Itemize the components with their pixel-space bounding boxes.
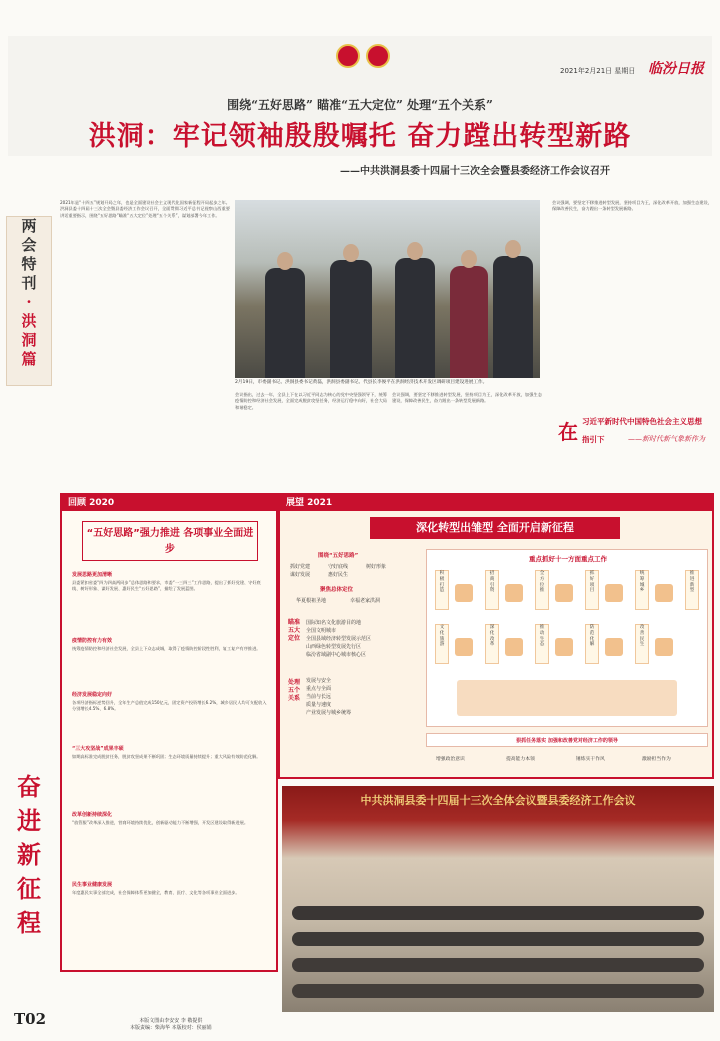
paper-title: 临汾日报 xyxy=(648,61,704,77)
wuhao-item: 抓好党建 xyxy=(290,564,311,570)
slogan-line2: 指引下 xyxy=(582,435,605,444)
headline: 洪洞：牢记领袖殷殷嘱托 奋力蹚出转型新路 xyxy=(88,121,632,152)
bullet-item: 增强政治意识 xyxy=(436,757,465,762)
motto-char: 征 xyxy=(17,874,41,903)
article-column-3: 会议强调，要坚定不移推进转型发展，坚持项目为王，深化改革开放，加强生态建设，保障改善民生，奋力蹚出一条转型发展新路。 xyxy=(392,392,542,404)
review-section: 经济发展稳定向好 各项经济指标逆势回升，全年生产总值完成150亿元，固定资产投资增长6.2%，城乡居民人均可支配收入分别增长4.5%、6.8%。 xyxy=(72,692,267,712)
bullet-item: 锤炼实干作风 xyxy=(576,757,605,762)
motto-char: 程 xyxy=(17,908,41,937)
task-bullets xyxy=(426,751,708,769)
chuli-item: 发展与安全 xyxy=(306,678,332,684)
task-icon xyxy=(455,638,473,656)
wuhao-item: 树好形象 xyxy=(366,564,387,570)
review-section: 改革创新持续深化 “放管服”改革深入推进，营商环境持续优化，创新驱动能力不断增强，开发区建设取得新进展。 xyxy=(72,812,249,825)
bullet-item: 提高能力本领 xyxy=(506,757,535,762)
wuhao-item: 谋好发展 xyxy=(290,572,311,578)
jujiao-item: 华夏根祖圣地 xyxy=(296,598,327,604)
subhead: ——中共洪洞县委十四届十三次全会暨县委经济工作会议召开 xyxy=(340,166,610,177)
review-section: 民生事业健康发展 年度惠民实事全部完成，社会保障体系更加健全，教育、医疗、文化等各项事业全面进步。 xyxy=(72,882,240,895)
outlook-box xyxy=(278,509,714,779)
task-tile: 改 善 民 生 xyxy=(635,624,649,664)
article-column-4: 会议强调，要坚定不移推进转型发展，坚持项目为王，深化改革开放，加强生态建设，保障改善民生，奋力蹚出一条转型发展新路。 xyxy=(552,200,712,212)
task-icon xyxy=(605,584,623,602)
review-section: 发展思路更加清晰 县委紧扣省委“四为四高两同步”总体思路和要求，市委“一三四三”工作思路，提出了抓好党建、守好底线、树好形象、谋好发展、惠好民生“五好思路”，描绘了发展蓝图。 xyxy=(72,572,261,592)
wuhao-item: 守好底线 xyxy=(328,564,349,570)
task-icon xyxy=(605,638,623,656)
task-tile: 积 极 打 造 xyxy=(435,570,449,610)
article-column-2: 会议指出，过去一年，全县上下在以习近平同志为核心的党中央坚强领导下，统筹疫情防控和经济社会发展，全面完成脱贫攻坚任务，经济运行稳中向好，社会大局和谐稳定。 xyxy=(235,392,387,410)
series-char: 刊 xyxy=(21,274,37,292)
jujiao-label: 聚焦总体定位 xyxy=(320,587,354,593)
chuli-item: 当前与长远 xyxy=(306,694,332,700)
party-emblem-icon xyxy=(366,44,390,68)
miaozhun-item: 全国文明城市 xyxy=(306,628,337,634)
meeting-banner: 中共洪洞县委十四届十三次全体会议暨县委经济工作会议 xyxy=(360,794,636,807)
miaozhun-label: 瞄准 五大定位 xyxy=(287,619,300,642)
task-tile: 推 动 生 态 xyxy=(535,624,549,664)
key-tasks-header: 重点抓好十一方面重点工作 xyxy=(529,555,607,563)
task-icon xyxy=(505,638,523,656)
issue-date: 2021年2月21日 星期日 xyxy=(560,67,636,75)
chuli-item: 质量与速度 xyxy=(306,702,332,708)
meeting-photo xyxy=(282,786,714,1012)
chuli-item: 产业发展与城乡统筹 xyxy=(306,710,352,716)
task-tile: 防 范 化 解 xyxy=(585,624,599,664)
page-number: T02 xyxy=(14,1010,47,1028)
motto-char: 奋 xyxy=(17,772,41,801)
key-tasks-grid xyxy=(426,549,708,727)
article-column-1: 2021年是“十四五”规划开局之年，也是全面建设社会主义现代化国家新征程开局起步之年。洪洞县委十四届十三次全会暨县委经济工作会议召开，全面贯彻习近平总书记视察山西重要讲话重要指示，围绕“五好思路”瞄准“五大定位”处理“五个关系”，谋划部署今年工作。 xyxy=(60,200,230,218)
series-char: 洞 xyxy=(21,331,37,349)
wuhao-label: 围绕“五好思路” xyxy=(318,553,359,559)
task-icon xyxy=(505,584,523,602)
credits: 本版文图由李安安 李 敬提供 本版责编：柴海华 本版校对：侯丽娟 xyxy=(130,1018,212,1031)
photo-caption: 2月19日，市委副书记、洪洞县委书记黄磊，洪洞县委副书记、代县长李俊平在洪洞经济技术开发区调研项目建设进展工作。 xyxy=(235,380,488,385)
task-icon xyxy=(655,584,673,602)
task-tile: 招 商 引 资 xyxy=(485,570,499,610)
task-tile: 深 化 改 革 xyxy=(485,624,499,664)
national-emblem-icon xyxy=(336,44,360,68)
review-header: 回顾 2020 xyxy=(60,493,278,509)
series-char: 两 xyxy=(21,217,37,235)
chuli-item: 重点与全面 xyxy=(306,686,332,692)
review-box xyxy=(60,509,278,972)
series-char: · xyxy=(26,293,32,311)
kicker: 围绕“五好思路” 瞄准“五大定位” 处理“五个关系” xyxy=(227,98,493,112)
review-section: 疫情防控有力有效 统筹疫情防控和经济社会发展，全县上下众志成城，取得了疫情防控阶段性胜利，复工复产有序推进。 xyxy=(72,638,261,651)
miaozhun-item: 山西绿色转型发展先行区 xyxy=(306,644,362,650)
task-tile: 统 筹 城 乡 xyxy=(635,570,649,610)
miaozhun-item: 全国县域经济转型发展示范区 xyxy=(306,636,372,642)
chuli-label: 处理 五个关系 xyxy=(287,679,300,702)
task-tile: 推 进 新 型 xyxy=(685,570,699,610)
motto-char: 进 xyxy=(17,806,41,835)
miaozhun-item: 临汾省域副中心城市核心区 xyxy=(306,652,367,658)
motto-char: 新 xyxy=(17,840,41,869)
tasks-illustration xyxy=(457,680,677,716)
wuhao-item: 惠好民生 xyxy=(328,572,349,578)
task-icon xyxy=(655,638,673,656)
task-tile: 全 方 位 推 xyxy=(535,570,549,610)
review-section: “三大攻坚战”成果丰硕 如期高标准完成脱贫任务，脱贫攻坚成果不断巩固；生态环境质量持续提升；重大风险有效防范化解。 xyxy=(72,746,261,759)
task-tile: 抓 好 项 目 xyxy=(585,570,599,610)
series-char: 篇 xyxy=(21,350,37,368)
task-icon xyxy=(555,584,573,602)
review-title: “五好思路”强力推进 各项事业全面进步 xyxy=(82,521,258,561)
outlook-title: 深化转型出雏型 全面开启新征程 xyxy=(370,517,620,539)
series-char: 特 xyxy=(21,255,37,273)
series-char: 会 xyxy=(21,236,37,254)
slogan-line1: 习近平新时代中国特色社会主义思想 xyxy=(582,417,702,426)
task-icon xyxy=(455,584,473,602)
outlook-header: 展望 2021 xyxy=(278,493,714,509)
series-tag xyxy=(6,216,52,386)
slogan-glyph: 在 xyxy=(558,420,578,444)
task-bar: 狠抓任务落实 加强和改善党对经济工作的领导 xyxy=(426,733,708,747)
jujiao-item: 幸福老家洪洞 xyxy=(350,598,381,604)
slogan-line3: ——新时代新气象新作为 xyxy=(628,435,705,443)
slogan-block xyxy=(558,410,714,476)
series-char: 洪 xyxy=(21,312,37,330)
motto-tag xyxy=(6,770,52,990)
miaozhun-item: 国际知名文化旅游目的地 xyxy=(306,620,362,626)
inspection-photo xyxy=(235,200,540,378)
task-tile: 文 化 旅 游 xyxy=(435,624,449,664)
bullet-item: 激励担当作为 xyxy=(642,757,671,762)
task-icon xyxy=(555,638,573,656)
